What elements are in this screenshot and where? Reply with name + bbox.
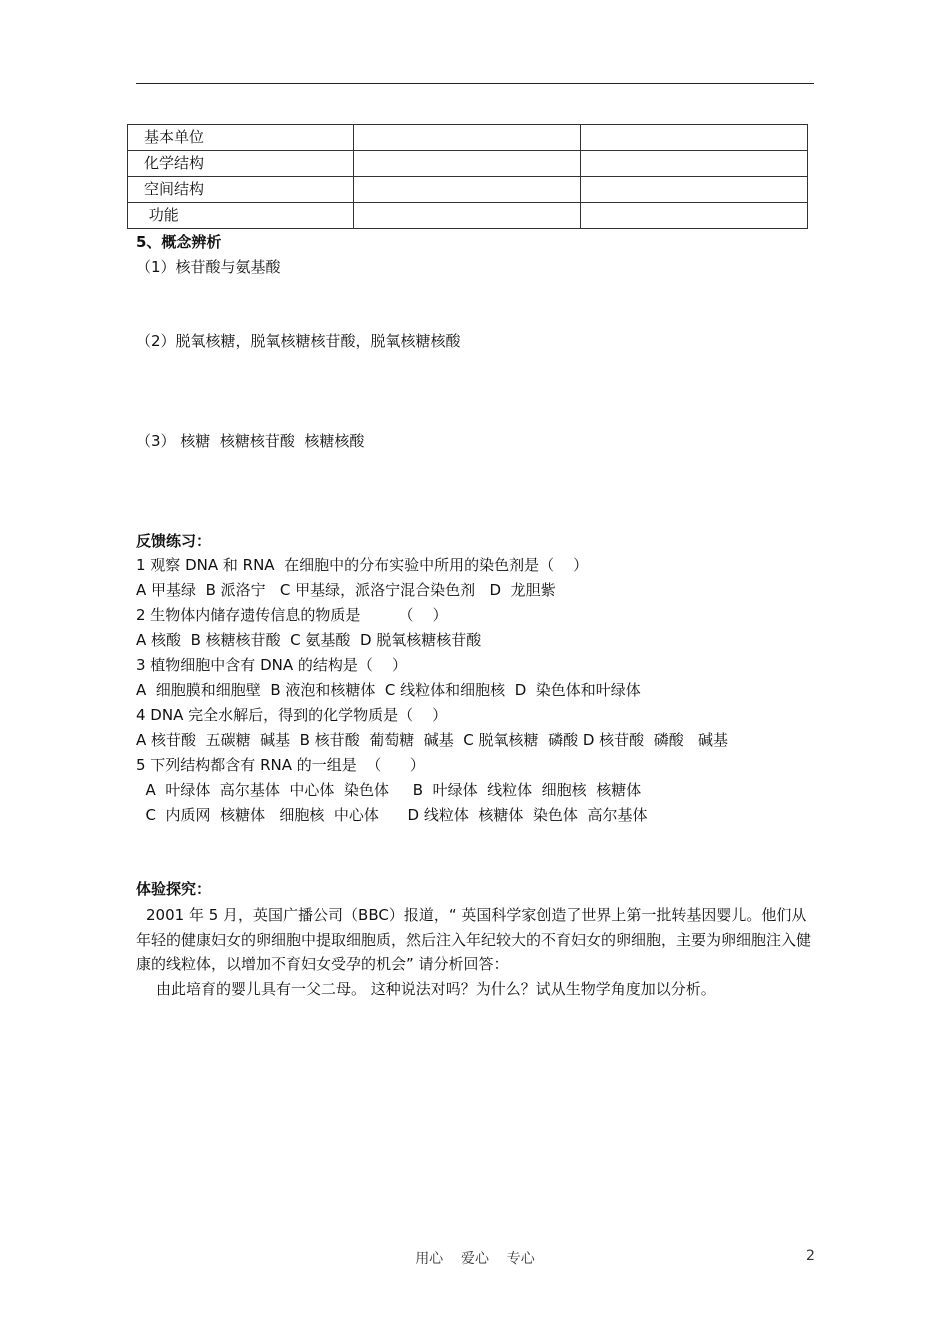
practice-heading: 反馈练习：: [136, 532, 212, 550]
footer-text: 用心 爱心 专心: [415, 1251, 535, 1267]
table-cell: [581, 151, 808, 177]
practice-line: 1 观察 DNA 和 RNA 在细胞中的分布实验中所用的染色剂是（ ）: [136, 556, 589, 574]
table-row: [128, 125, 808, 151]
practice-line: 4 DNA 完全水解后，得到的化学物质是（ ）: [136, 706, 448, 724]
table-cell: [581, 125, 808, 151]
row-label: 空间结构: [128, 177, 354, 203]
practice-line: 5 下列结构都含有 RNA 的一组是 （ ）: [136, 756, 425, 774]
table-row: [128, 151, 808, 177]
comparison-table: [127, 124, 808, 229]
practice-line: A 叶绿体 高尔基体 中心体 染色体 B 叶绿体 线粒体 细胞核 核糖体: [136, 781, 642, 799]
page-number: 2: [806, 1248, 815, 1264]
practice-line: C 内质网 核糖体 细胞核 中心体 D 线粒体 核糖体 染色体 高尔基体: [136, 806, 648, 824]
row-label: 基本单位: [128, 125, 354, 151]
concepts-heading: 5、概念辨析: [136, 233, 222, 251]
concept-item-1: （1）核苷酸与氨基酸: [136, 258, 281, 276]
table-row: [128, 177, 808, 203]
table-cell: [354, 151, 581, 177]
table-cell: [354, 125, 581, 151]
table-row: [128, 203, 808, 229]
row-label: 化学结构: [128, 151, 354, 177]
table-cell: [354, 203, 581, 229]
concept-item-3: （3） 核糖 核糖核苷酸 核糖核酸: [136, 432, 365, 450]
practice-line: A 核酸 B 核糖核苷酸 C 氨基酸 D 脱氧核糖核苷酸: [136, 631, 482, 649]
explore-question: 由此培育的婴儿具有一父二母。 这种说法对吗？为什么？试从生物学角度加以分析。: [156, 980, 716, 998]
concept-item-2: （2）脱氧核糖，脱氧核糖核苷酸，脱氧核糖核酸: [136, 332, 461, 350]
table-cell: [581, 177, 808, 203]
explore-heading: 体验探究：: [136, 880, 212, 898]
row-label: 功能: [128, 203, 354, 229]
practice-line: 2 生物体内储存遗传信息的物质是 （ ）: [136, 606, 448, 624]
practice-line: A 核苷酸 五碳糖 碱基 B 核苷酸 葡萄糖 碱基 C 脱氧核糖 磷酸 D 核苷酸 磷酸 碱基: [136, 731, 729, 749]
table-cell: [581, 203, 808, 229]
practice-line: 3 植物细胞中含有 DNA 的结构是（ ）: [136, 656, 407, 674]
explore-paragraph: 2001 年 5 月，英国广播公司（BBC）报道，“ 英国科学家创造了世界上第一批转基因婴儿。他们从年轻的健康妇女的卵细胞中提取细胞质，然后注入年纪较大的不育妇女的卵细胞，主要为卵细胞注入健康的线粒体，以增加不育妇女受孕的机会” 请分析回答：: [136, 906, 812, 973]
practice-line: A 甲基绿 B 派洛宁 C 甲基绿，派洛宁混合染色剂 D 龙胆紫: [136, 581, 556, 599]
practice-line: A 细胞膜和细胞壁 B 液泡和核糖体 C 线粒体和细胞核 D 染色体和叶绿体: [136, 681, 641, 699]
table-cell: [354, 177, 581, 203]
header-rule: [136, 83, 814, 84]
